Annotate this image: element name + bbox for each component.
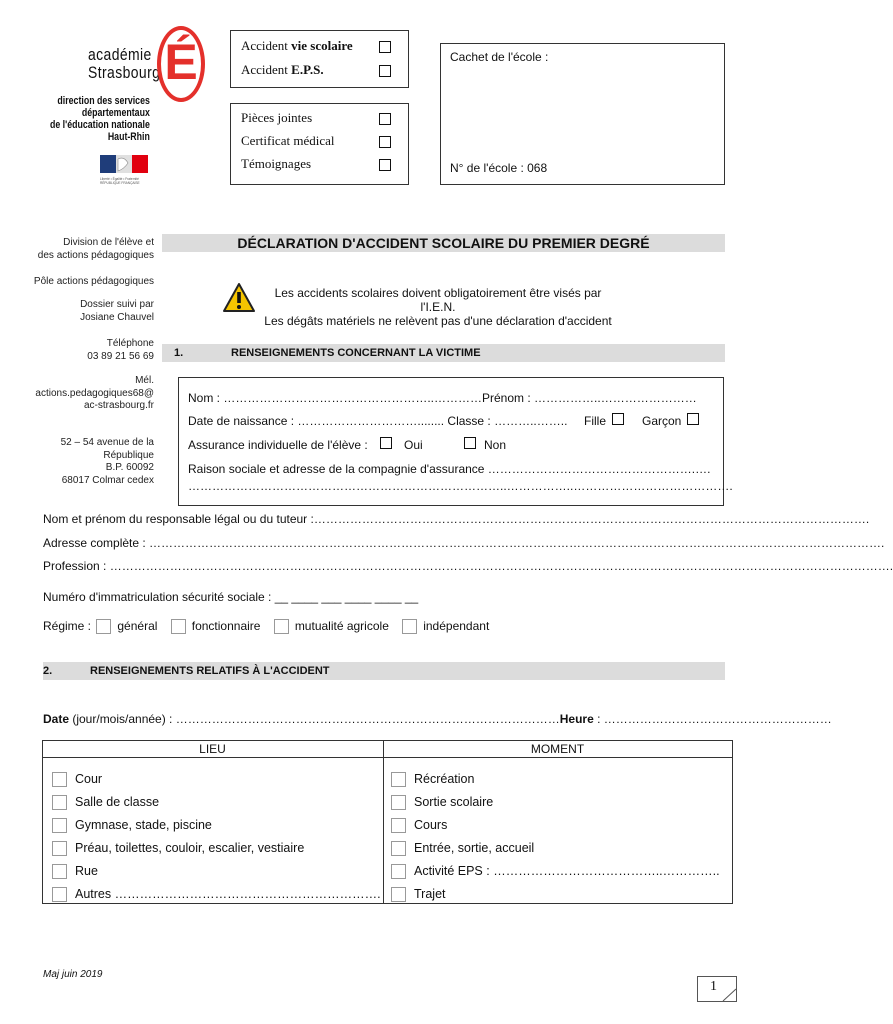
section2-title: RENSEIGNEMENTS RELATIFS À L'ACCIDENT	[90, 665, 330, 677]
moment-label: Sortie scolaire	[414, 795, 494, 809]
garcon-checkbox[interactable]	[687, 413, 699, 425]
victim-nom-field[interactable]: Nom : ……………………………………………..…………Prénom : ……………..……………………	[188, 391, 697, 405]
temoignages-label: Témoignages	[241, 156, 312, 171]
moment-checkbox[interactable]	[391, 841, 406, 856]
accident-eps-prefix: Accident	[241, 62, 292, 77]
dsden-line: de l'éducation nationale	[50, 119, 150, 131]
sidebar-telephone	[87, 338, 154, 363]
sidebar-line: actions.pedagogiques68@	[35, 387, 154, 399]
raison-sociale-field-2[interactable]: ……………………………………………………………………..……………..………………………………….	[188, 479, 733, 493]
sidebar-pole: Pôle actions pédagogiques	[33, 276, 154, 287]
sidebar-line: des actions pédagogiques	[37, 249, 154, 261]
sidebar-line: République	[103, 449, 154, 461]
lieu-checkbox[interactable]	[52, 864, 67, 879]
profession-field[interactable]: Profession : …………………………………………………………………………………………………………………………………………………………………………….	[43, 559, 893, 573]
lieu-item[interactable]	[52, 818, 212, 833]
moment-label: Entrée, sortie, accueil	[414, 841, 535, 855]
regime-row	[43, 619, 489, 634]
numero-ecole: N° de l'école : 068	[450, 161, 548, 175]
warning-line1: Les accidents scolaires doivent obligatoirement être visés par l'I.E.N.	[274, 286, 602, 314]
sidebar-adresse	[61, 437, 154, 487]
heure-label: Heure	[559, 712, 594, 726]
regime-general-label: général	[117, 619, 158, 633]
lieu-item[interactable]	[52, 772, 102, 787]
adresse-field[interactable]: Adresse complète : ………………………………………………………………………………………………………………………………………………………………….	[43, 536, 885, 550]
certificat-medical-label: Certificat médical	[241, 133, 335, 148]
non-label: Non	[484, 438, 507, 452]
section2-number: 2.	[43, 665, 53, 677]
regime-fonctionnaire-label: fonctionnaire	[191, 619, 261, 633]
temoignages-checkbox[interactable]	[379, 159, 391, 171]
lieu-header: LIEU	[199, 742, 226, 756]
date-field[interactable]: (jour/mois/année) : ……………………………………………………………………………………	[69, 712, 560, 726]
marianne-text: Liberté • Égalité • Fraternité RÉPUBLIQUE FRANÇAISE	[100, 177, 140, 185]
victim-naissance-field[interactable]: Date de naissance : …………………………........ Classe : ………..……..	[188, 414, 568, 428]
assurance-oui-checkbox[interactable]	[380, 437, 392, 449]
moment-checkbox[interactable]	[391, 864, 406, 879]
moment-label: Activité EPS : …………………………………..…………..	[414, 864, 720, 878]
lieu-item[interactable]	[52, 795, 159, 810]
documents-box	[230, 103, 409, 185]
secu-field[interactable]: Numéro d'immatriculation sécurité sociale : __ ____ ___ ____ ____ __	[43, 590, 419, 604]
lieu-item[interactable]	[52, 841, 304, 856]
accident-type-box	[230, 30, 409, 88]
academie-text	[88, 46, 160, 82]
cachet-box[interactable]	[440, 43, 725, 185]
accident-vie-prefix: Accident	[241, 38, 292, 53]
dsden-line: départementaux	[82, 107, 150, 119]
sidebar-line: Dossier suivi par	[80, 299, 154, 310]
date-label: Date	[43, 712, 70, 726]
moment-item[interactable]	[391, 795, 493, 810]
dsden-line: direction des services	[57, 95, 150, 107]
sidebar-line: Mél.	[135, 375, 154, 386]
moment-checkbox[interactable]	[391, 795, 406, 810]
lieu-label: Gymnase, stade, piscine	[75, 818, 212, 832]
sidebar-dossier	[80, 299, 154, 324]
lieu-checkbox[interactable]	[52, 887, 67, 902]
regime-label: Régime :	[43, 619, 92, 633]
regime-mutualite-label: mutualité agricole	[294, 619, 389, 633]
sidebar-line: 68017 Colmar cedex	[61, 474, 154, 486]
fille-label: Fille	[584, 414, 607, 428]
assurance-non-checkbox[interactable]	[464, 437, 476, 449]
moment-checkbox[interactable]	[391, 818, 406, 833]
moment-header: MOMENT	[530, 742, 585, 756]
sidebar-line: 52 – 54 avenue de la	[60, 437, 154, 448]
moment-item[interactable]	[391, 841, 534, 856]
pieces-jointes-checkbox[interactable]	[379, 113, 391, 125]
lieu-checkbox[interactable]	[52, 795, 67, 810]
section1-title: RENSEIGNEMENTS CONCERNANT LA VICTIME	[231, 347, 481, 359]
lieu-label: Préau, toilettes, couloir, escalier, vestiaire	[75, 841, 305, 855]
accident-eps-row	[241, 62, 324, 78]
regime-independant-checkbox[interactable]	[402, 619, 417, 634]
fille-checkbox[interactable]	[612, 413, 624, 425]
pieces-jointes-label: Pièces jointes	[241, 110, 313, 125]
accident-eps-checkbox[interactable]	[379, 65, 391, 77]
marianne-flag-icon	[100, 155, 148, 173]
logo-e-letter: É	[164, 34, 198, 90]
moment-item[interactable]	[391, 864, 720, 879]
section1-number: 1.	[174, 347, 184, 359]
warning-icon	[222, 282, 256, 314]
moment-label: Récréation	[414, 772, 475, 786]
cachet-label: Cachet de l'école :	[450, 50, 549, 64]
warning-line2: Les dégâts matériels ne relèvent pas d'une déclaration d'accident	[264, 314, 612, 328]
page-fold-icon	[723, 989, 737, 1002]
garcon-label: Garçon	[642, 414, 682, 428]
raison-sociale-field[interactable]: Raison sociale et adresse de la compagnie d'assurance …………………………………………….….	[188, 462, 711, 476]
regime-general-checkbox[interactable]	[96, 619, 111, 634]
moment-label: Cours	[414, 818, 448, 832]
lieu-label: Salle de classe	[75, 795, 160, 809]
sidebar-line: ac-strasbourg.fr	[83, 400, 154, 411]
accident-vie-scolaire-checkbox[interactable]	[379, 41, 391, 53]
regime-mutualite-checkbox[interactable]	[274, 619, 289, 634]
footer-date: Maj juin 2019	[43, 969, 103, 980]
lieu-label: Cour	[75, 772, 103, 786]
regime-independant-label: indépendant	[423, 619, 490, 633]
sidebar-line: Téléphone	[106, 338, 154, 349]
lieu-item[interactable]	[52, 864, 98, 879]
lieu-label: Autres ……………………………………………………….	[75, 887, 381, 901]
warning-text	[258, 286, 618, 328]
academie-line2: Strasbourg	[88, 63, 161, 82]
responsable-field[interactable]: Nom et prénom du responsable légal ou du tuteur :………………………………………………………………………………………………………………………….	[43, 512, 870, 526]
date-heure-row[interactable]	[43, 712, 832, 726]
moment-item[interactable]	[391, 818, 447, 833]
sidebar-mel	[35, 375, 154, 413]
sidebar-line: B.P. 60092	[105, 462, 154, 473]
moment-item[interactable]	[391, 887, 446, 902]
moment-checkbox[interactable]	[391, 887, 406, 902]
certificat-medical-checkbox[interactable]	[379, 136, 391, 148]
accident-vie-bold: vie scolaire	[291, 38, 353, 53]
page-number: 1	[710, 979, 717, 994]
academie-logo	[30, 14, 210, 104]
lieu-checkbox[interactable]	[52, 818, 67, 833]
heure-field[interactable]: : …………………………………………………	[593, 712, 832, 726]
accident-vie-scolaire-row	[241, 38, 353, 54]
lieu-checkbox[interactable]	[52, 772, 67, 787]
moment-item[interactable]	[391, 772, 474, 787]
dsden-block	[50, 95, 150, 143]
regime-fonctionnaire-checkbox[interactable]	[171, 619, 186, 634]
marianne-logo	[100, 155, 148, 185]
dsden-line: Haut-Rhin	[107, 131, 150, 143]
page-title: DÉCLARATION D'ACCIDENT SCOLAIRE DU PREMIER DEGRÉ	[237, 235, 650, 251]
academie-line1: académie	[88, 45, 152, 64]
assurance-label: Assurance individuelle de l'élève :	[188, 438, 368, 452]
lieu-checkbox[interactable]	[52, 841, 67, 856]
table-header-divider	[42, 757, 732, 758]
sidebar-line: 03 89 21 56 69	[87, 350, 154, 362]
table-column-divider	[383, 740, 384, 903]
oui-label: Oui	[404, 438, 423, 452]
sidebar-division	[38, 237, 154, 262]
accident-eps-bold: E.P.S.	[291, 62, 324, 77]
sidebar-line: Josiane Chauvel	[80, 311, 154, 323]
moment-label: Trajet	[414, 887, 446, 901]
moment-checkbox[interactable]	[391, 772, 406, 787]
lieu-item[interactable]	[52, 887, 381, 902]
sidebar-line: Division de l'élève et	[63, 237, 154, 248]
lieu-label: Rue	[75, 864, 98, 878]
